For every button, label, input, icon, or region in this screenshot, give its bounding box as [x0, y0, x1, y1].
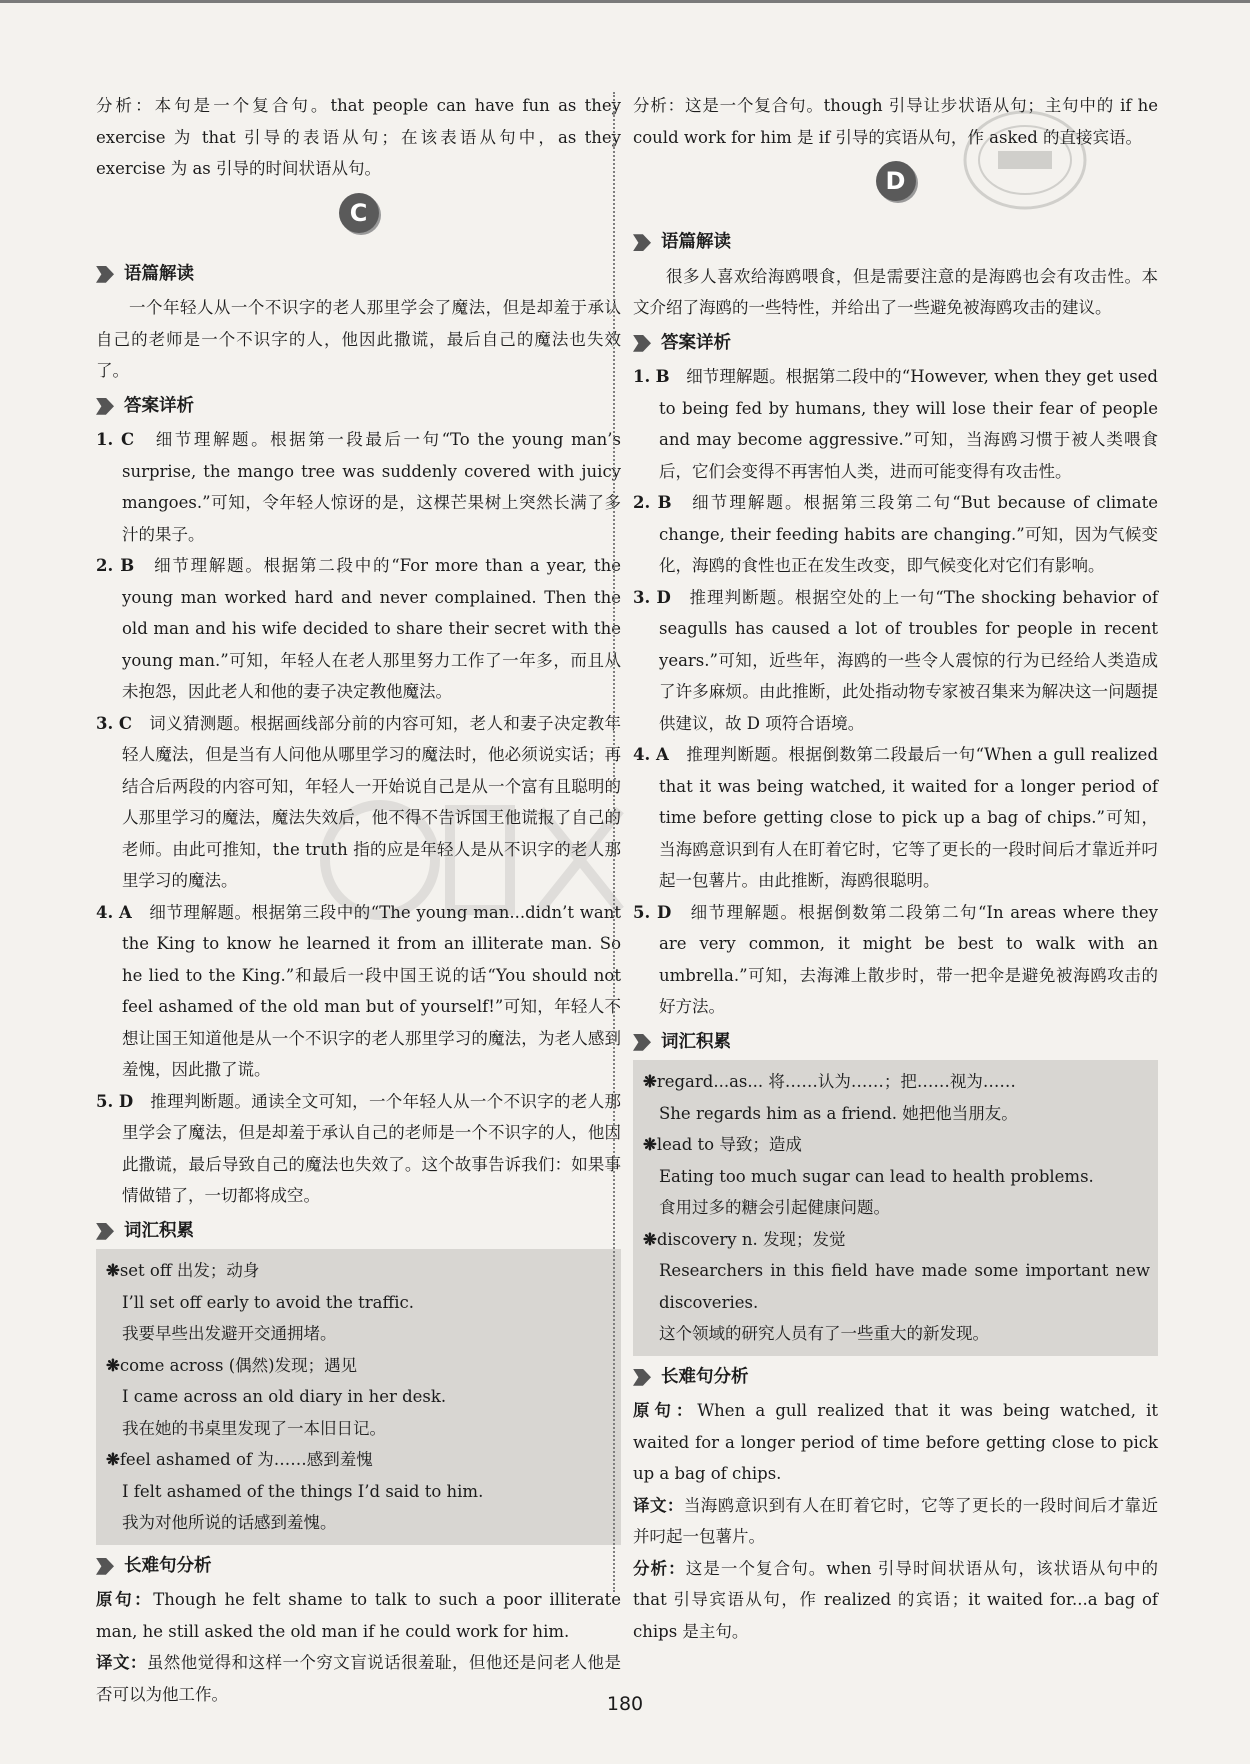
- arrow-icon: [96, 266, 114, 283]
- answer-item: 3. D 推理判断题。根据空处的上一句“The shocking behavior of seagulls has caused a lot of troubles for people in recent years.”可知，近些年，海鸥的一些令人震惊的行为已经给人类造成了许多麻烦。由此推断，此处指动物专家被召集来为解决这一问题提供建议，故 D 项符合语境。: [633, 587, 1159, 733]
- arrow-icon: [96, 398, 114, 415]
- section-c-badge: C: [339, 193, 379, 233]
- vocab-term: ❋regard...as... 将……认为……；把……视为……: [643, 1072, 1016, 1091]
- answers-heading: 答案详析: [96, 391, 621, 423]
- passage-summary: 很多人喜欢给海鸥喂食，但是需要注意的是海鸥也会有攻击性。本文介绍了海鸥的一些特性，并给出了一些避免被海鸥攻击的建议。: [633, 266, 1158, 317]
- vocab-example-zh: 我在她的书桌里发现了一本旧日记。: [122, 1418, 386, 1438]
- long-sentence-heading: 长难句分析: [96, 1551, 621, 1583]
- answer-item: 4. A 推理判断题。根据倒数第二段最后一句“When a gull realized that it was being watched, it waited for a longer period of time before getting close to pick up a bag of chips.”可知，当海鸥意识到有人在盯着它时，它等了更长的一段时间后才靠近并叼起一包薯片。由此推断，海鸥很聪明。: [633, 745, 1159, 890]
- right-intro-analysis: 分析：这是一个复合句。though 引导让步状语从句；主句中的 if he could work for him 是 if 引导的宾语从句，作 asked 的直接宾语。: [633, 96, 1158, 147]
- long-translation: 译文：当海鸥意识到有人在盯着它时，它等了更长的一段时间后才靠近并叼起一包薯片。: [633, 1495, 1159, 1546]
- long-translation: 译文：虽然他觉得和这样一个穷文盲说话很羞耻，但他还是问老人他是否可以为他工作。: [96, 1653, 622, 1704]
- arrow-icon: [633, 1369, 651, 1386]
- answer-item: 4. A 细节理解题。根据第三段中的“The young man...didn’t want the King to know he learned it from an illiterate man. So he lied to the King.”和最后一段中国王说的话“You should not feel ashamed of the old man but of yourself!”可知，年轻人不想让国王知道他是从一个不识字的老人那里学习的魔法，为老人感到羞愧，因此撒了谎。: [96, 902, 621, 1079]
- passage-heading: 语篇解读: [633, 227, 1158, 259]
- vocab-box: [96, 1249, 621, 1545]
- page-number: 180: [606, 1693, 644, 1715]
- answer-item: 2. B 细节理解题。根据第三段第二句“But because of climate change, their feeding habits are changing.”可知，因为气候变化，海鸥的食性也正在发生改变，即气候变化对它们有影响。: [633, 493, 1159, 575]
- long-original: 原句：When a gull realized that it was being watched, it waited for a longer period of time before getting close to pick up a bag of chips.: [633, 1401, 1158, 1483]
- answer-item: 1. C 细节理解题。根据第一段最后一句“To the young man’s surprise, the mango tree was suddenly covered with juicy mangoes.”可知，令年轻人惊讶的是，这棵芒果树上突然长满了多汁的果子。: [96, 430, 622, 544]
- vocab-term: ❋feel ashamed of 为……感到羞愧: [106, 1450, 373, 1469]
- arrow-icon: [633, 335, 651, 352]
- vocab-example-en: Eating too much sugar can lead to health problems.: [659, 1166, 1094, 1186]
- vocab-term: ❋discovery n. 发现；发觉: [643, 1229, 846, 1249]
- section-badge-wrap: [633, 153, 1158, 223]
- section-badge-wrap: [96, 185, 621, 255]
- vocab-example-en: She regards him as a friend. 她把他当朋友。: [659, 1103, 1018, 1123]
- arrow-icon: [633, 1034, 651, 1051]
- vocab-example-zh: 我要早些出发避开交通拥堵。: [122, 1324, 337, 1343]
- long-analysis: 分析：这是一个复合句。when 引导时间状语从句，该状语从句中的 that 引导宾语从句，作 realized 的宾语；it waited for...a bag of chips 是主句。: [633, 1558, 1158, 1641]
- answer-item: 5. D 推理判断题。通读全文可知，一个年轻人从一个不识字的老人那里学会了魔法，但是却羞于承认自己的老师是一个不识字的人，他因此撒谎，最后导致自己的魔法也失效了。这个故事告诉我们：如果事情做错了，一切都将成空。: [96, 1091, 622, 1205]
- vocab-example-zh: 这个领域的研究人员有了一些重大的新发现。: [659, 1324, 989, 1343]
- arrow-icon: [633, 234, 651, 251]
- long-sentence-heading: 长难句分析: [633, 1362, 1158, 1394]
- passage-heading: 语篇解读: [96, 259, 621, 291]
- vocab-term: ❋set off 出发；动身: [106, 1261, 260, 1280]
- answer-item: 3. C 词义猜测题。根据画线部分前的内容可知，老人和妻子决定教年轻人魔法，但是当有人问他从哪里学习的魔法时，他必须说实话；再结合后两段的内容可知，年轻人一开始说自己是从一个富有且聪明的人那里学习的魔法，魔法失效后，他不得不告诉国王他谎报了自己的老师。由此可推知，the truth 指的应是年轻人是从不识字的老人那里学习的魔法。: [96, 713, 622, 890]
- vocab-example-en: I’ll set off early to avoid the traffic.: [122, 1292, 414, 1312]
- vocab-example-en: Researchers in this field have made some important new discoveries.: [659, 1261, 1150, 1312]
- vocab-term: ❋lead to 导致；造成: [643, 1135, 802, 1154]
- vocab-example-zh: 我为对他所说的话感到羞愧。: [122, 1513, 337, 1532]
- right-column: [633, 90, 1158, 1647]
- passage-summary: 一个年轻人从一个不识字的老人那里学会了魔法，但是却羞于承认自己的老师是一个不识字的人，他因此撒谎，最后自己的魔法也失效了。: [96, 298, 621, 380]
- long-original: 原句：Though he felt shame to talk to such a poor illiterate man, he still asked the old man if he could work for him.: [96, 1590, 621, 1641]
- vocab-box: [633, 1060, 1158, 1356]
- vocab-term: ❋come across (偶然)发现；遇见: [106, 1355, 358, 1375]
- vocab-example-en: I felt ashamed of the things I’d said to him.: [122, 1481, 484, 1501]
- top-border: [0, 0, 1250, 3]
- vocab-example-zh: 食用过多的糖会引起健康问题。: [659, 1198, 890, 1217]
- arrow-icon: [96, 1558, 114, 1575]
- answer-item: 2. B 细节理解题。根据第二段中的“For more than a year, the young man worked hard and never complained. Then the old man and his wife decided to share their secret with the young man.”可知，年轻人在老人那里努力工作了一年多，而且从未抱怨，因此老人和他的妻子决定教他魔法。: [96, 556, 621, 701]
- answer-item: 1. B 细节理解题。根据第二段中的“However, when they get used to being fed by humans, they will lose their fear of people and may become aggressive.”可知，当海鸥习惯于被人类喂食后，它们会变得不再害怕人类，进而可能变得有攻击性。: [633, 367, 1158, 481]
- vocab-heading: 词汇积累: [633, 1027, 1158, 1059]
- arrow-icon: [96, 1223, 114, 1240]
- vocab-example-en: I came across an old diary in her desk.: [122, 1387, 447, 1406]
- section-d-badge: D: [876, 161, 916, 201]
- answer-item: 5. D 细节理解题。根据倒数第二段第二句“In areas where they are very common, it might be best to walk with an umbrella.”可知，去海滩上散步时，带一把伞是避免被海鸥攻击的好方法。: [633, 902, 1158, 1016]
- left-column: [96, 90, 621, 1710]
- vocab-heading: 词汇积累: [96, 1216, 621, 1248]
- left-intro-analysis: 分析：本句是一个复合句。that people can have fun as they exercise 为 that 引导的表语从句；在该表语从句中，as they exercise 为 as 引导的时间状语从句。: [96, 96, 621, 178]
- column-divider: [613, 92, 615, 1592]
- answers-heading: 答案详析: [633, 328, 1158, 360]
